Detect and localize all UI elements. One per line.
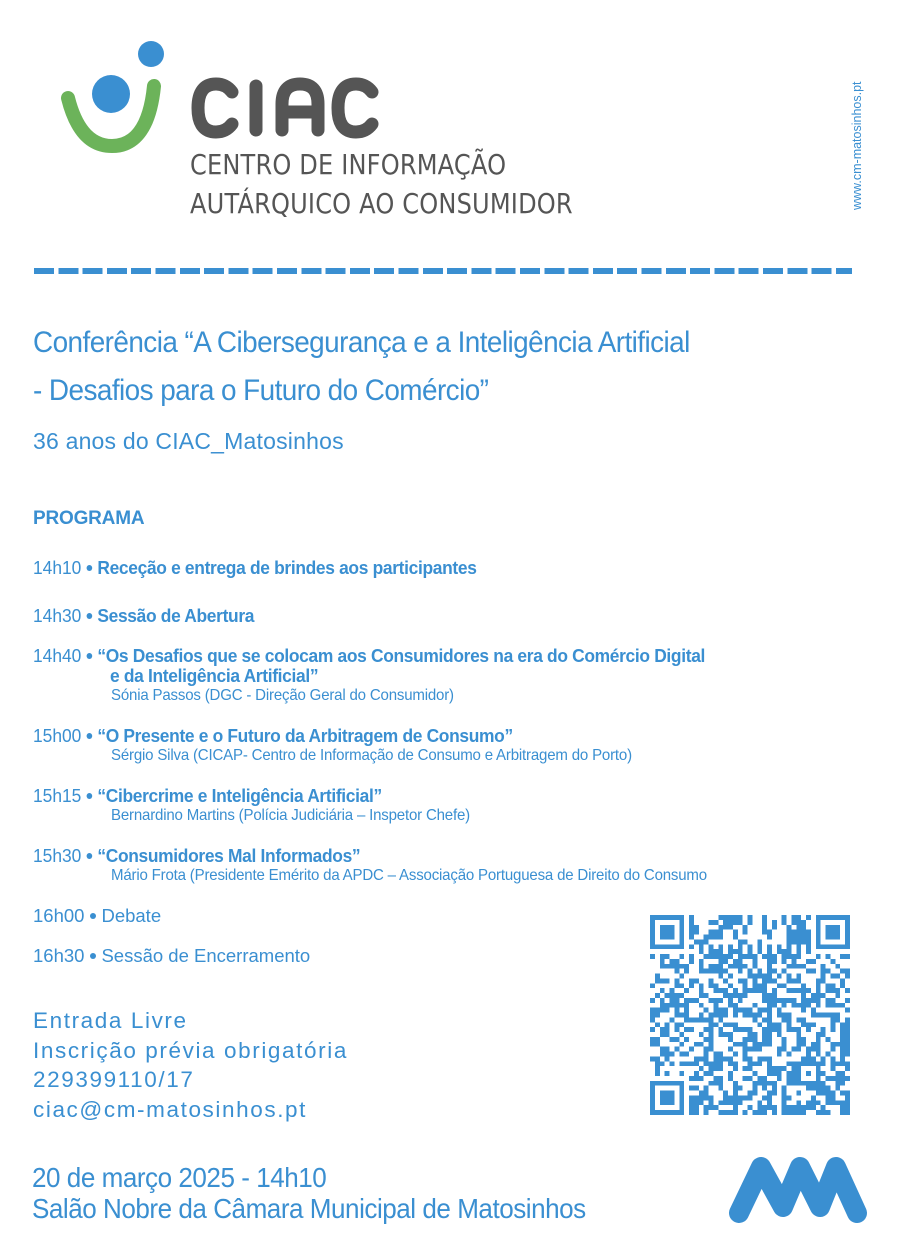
- program-item: [33, 906, 161, 926]
- program-title: Receção e entrega de brindes aos participantes: [97, 557, 477, 578]
- program-time: 16h00: [33, 905, 85, 926]
- program-item: [33, 558, 505, 578]
- event-title-line2: - Desafios para o Futuro do Comércio”: [33, 374, 489, 407]
- website-link[interactable]: [848, 44, 868, 214]
- program-time: 15h15: [33, 785, 82, 806]
- registration-text: Inscrição prévia obrigatória: [33, 1037, 348, 1063]
- program-heading: PROGRAMA: [33, 508, 145, 529]
- event-title-line1: Conferência “A Cibersegurança e a Inteligência Artificial: [33, 326, 690, 359]
- matosinhos-logo-icon: [728, 1155, 868, 1223]
- program-time: 14h30: [33, 605, 82, 626]
- program-title: “Os Desafios que se colocam aos Consumidores na era do Comércio Digital: [97, 645, 706, 666]
- logo-subtitle-line2: AUTÁRQUICO AO CONSUMIDOR: [190, 187, 573, 220]
- program-title: “Consumidores Mal Informados”: [97, 845, 361, 866]
- program-item: [33, 846, 745, 886]
- program-time: 16h30: [33, 945, 85, 966]
- entry-text: Entrada Livre: [33, 1008, 188, 1033]
- program-title: “O Presente e o Futuro da Arbitragem de Consumo”: [97, 725, 513, 746]
- bullet-icon: [90, 953, 96, 959]
- program-title: Sessão de Abertura: [97, 605, 255, 626]
- ciac-logo-icon: [56, 38, 168, 154]
- bullet-icon: [87, 733, 93, 739]
- program-time: 14h10: [33, 557, 82, 578]
- program-item: [33, 946, 310, 966]
- bullet-icon: [87, 853, 93, 859]
- program-time: 15h30: [33, 845, 82, 866]
- logo-subtitle-line1: CENTRO DE INFORMAÇÃO: [190, 148, 507, 181]
- phone-link[interactable]: 229399110/17: [33, 1067, 195, 1092]
- bullet-icon: [87, 565, 93, 571]
- program-time: 14h40: [33, 645, 82, 666]
- event-date-time: 20 de março 2025 - 14h10: [32, 1162, 327, 1193]
- program-title: “Cibercrime e Inteligência Artificial”: [97, 785, 382, 806]
- bullet-icon: [87, 793, 93, 799]
- program-item: [33, 606, 268, 626]
- program-speaker: Bernardino Martins (Polícia Judiciária – Inspetor Chefe): [111, 807, 470, 824]
- website-text: www.cm-matosinhos.pt: [850, 81, 864, 210]
- event-venue: Salão Nobre da Câmara Municipal de Matosinhos: [32, 1193, 586, 1224]
- program-title: Debate: [101, 905, 162, 926]
- ciac-wordmark: [186, 74, 382, 142]
- dashed-divider: [34, 268, 852, 274]
- program-speaker: Sónia Passos (DGC - Direção Geral do Consumidor): [111, 687, 454, 704]
- program-title: Sessão de Encerramento: [101, 945, 311, 966]
- email-link[interactable]: ciac@cm-matosinhos.pt: [33, 1096, 308, 1122]
- program-time: 15h00: [33, 725, 82, 746]
- bullet-icon: [87, 613, 93, 619]
- bullet-icon: [90, 913, 96, 919]
- bullet-icon: [87, 653, 93, 659]
- event-subtitle: 36 anos do CIAC_Matosinhos: [33, 428, 344, 454]
- qr-code-icon[interactable]: [650, 915, 850, 1115]
- program-speaker: Sérgio Silva (CICAP- Centro de Informação de Consumo e Arbitragem do Porto): [111, 747, 632, 764]
- program-item: [33, 726, 665, 766]
- program-speaker: Mário Frota (Presidente Emérito da APDC – Associação Portuguesa de Direito do Consumo: [111, 867, 707, 884]
- program-title-continued: e da Inteligência Artificial”: [110, 665, 319, 686]
- program-item: [33, 646, 748, 706]
- program-item: [33, 786, 493, 826]
- info-block: [33, 1006, 348, 1124]
